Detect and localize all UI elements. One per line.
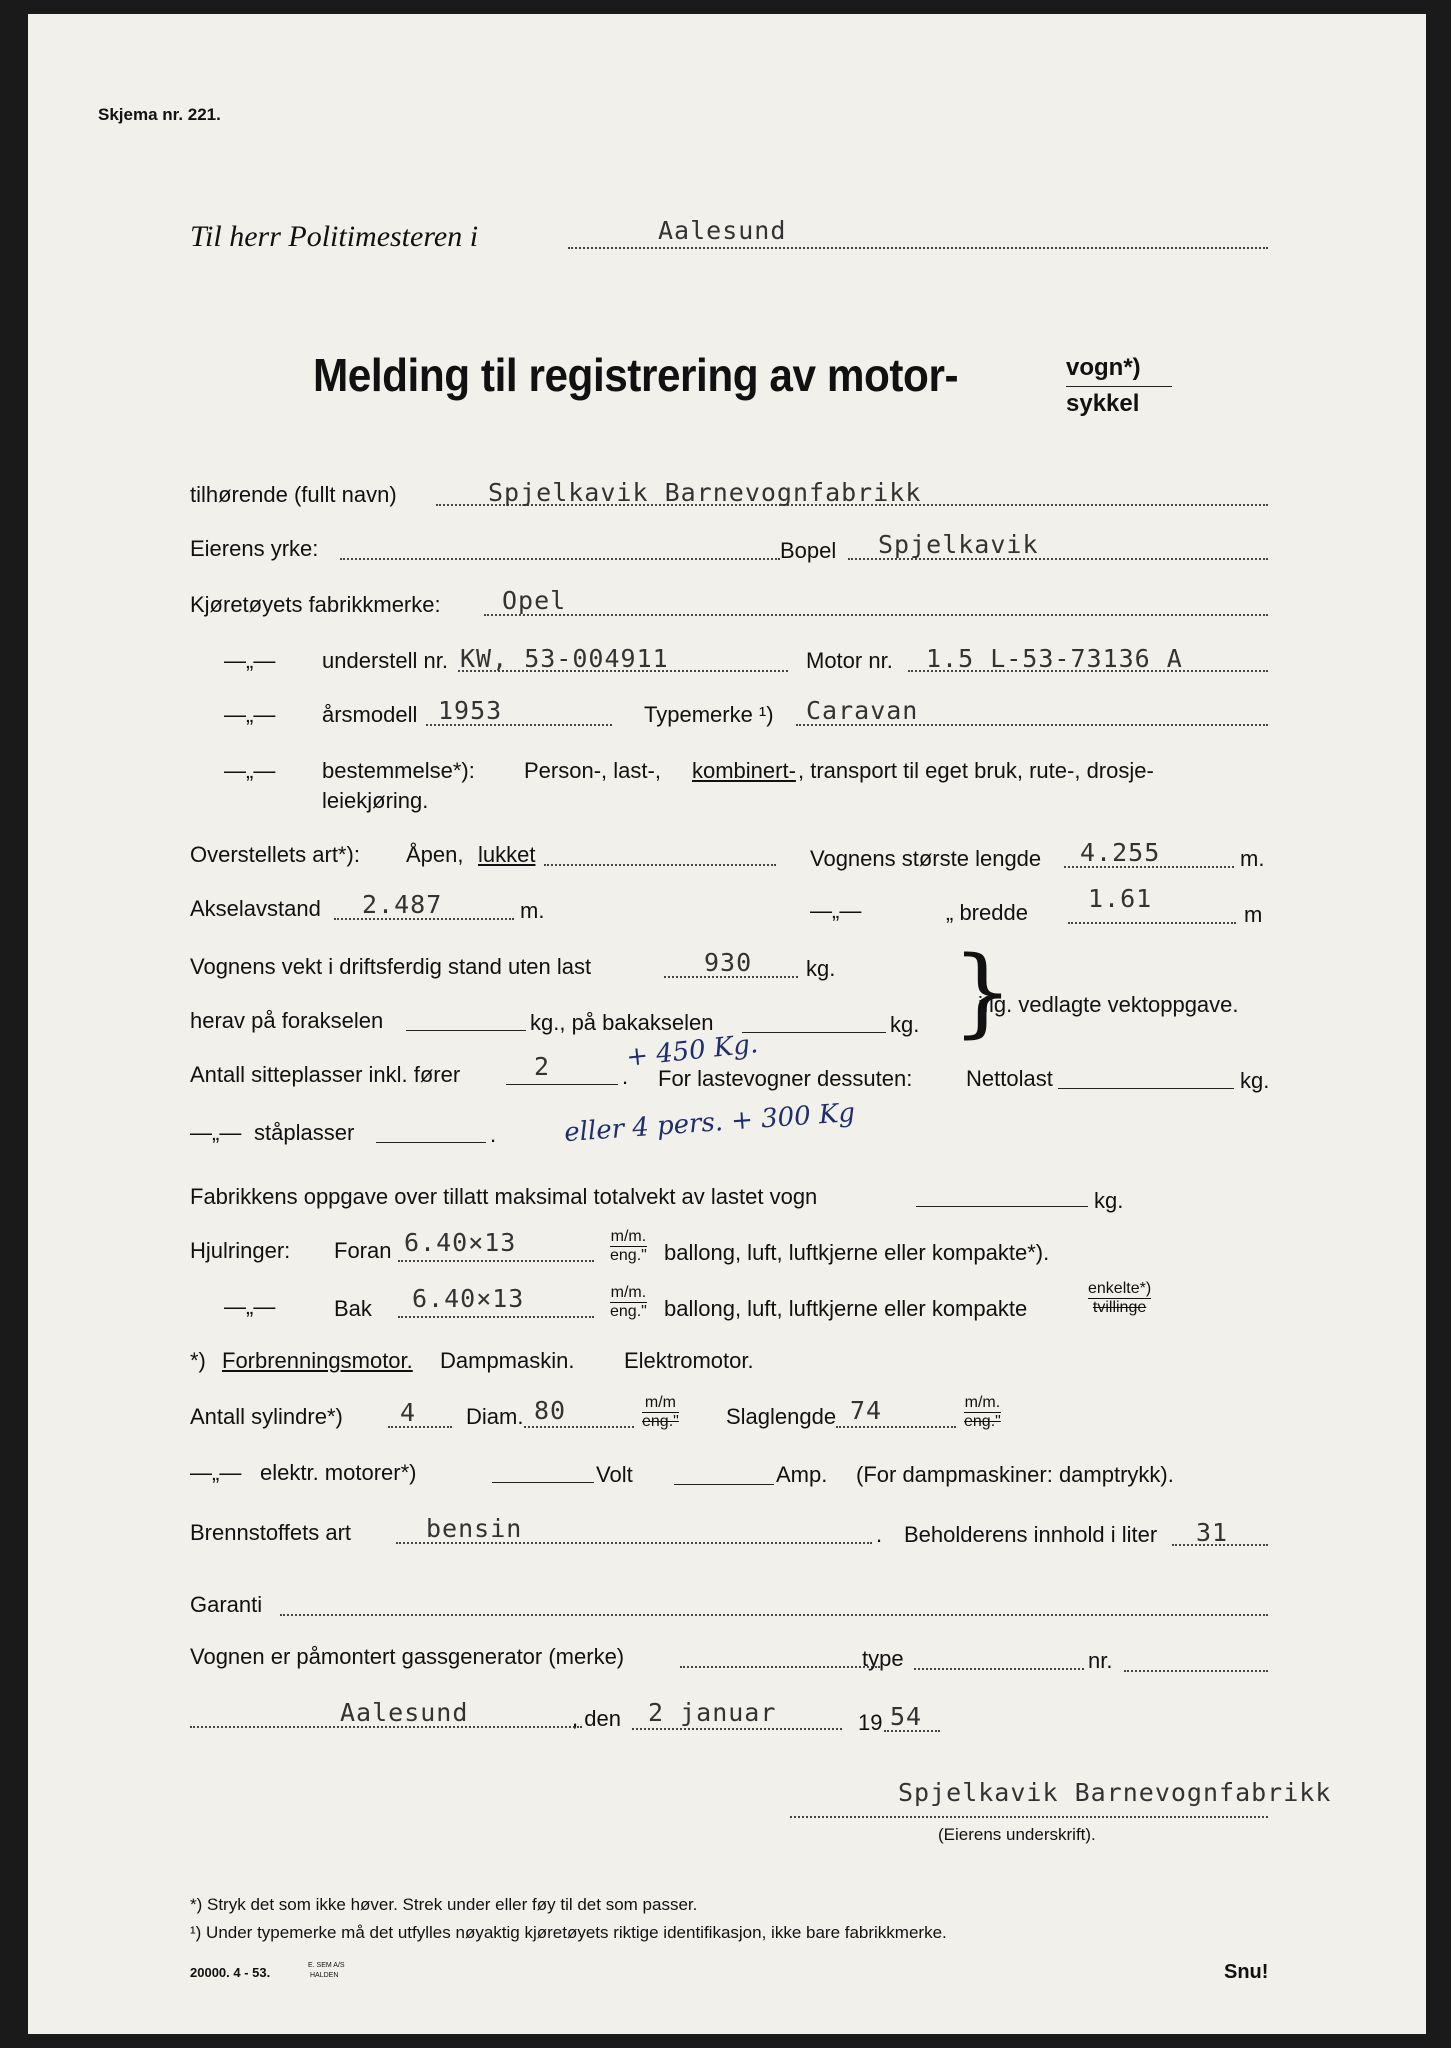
standing-label: ståplasser	[254, 1120, 355, 1145]
front-axle-unit: kg., på bakakselen	[530, 1010, 714, 1035]
wheelbase-unit: m.	[520, 898, 545, 923]
footnote-2: ¹) Under typemerke må det utfylles nøyaktig kjøretøyets riktige identifikasjon, ikke bare fabrikkmerke.	[190, 1923, 947, 1942]
residence-label: Bopel	[780, 538, 837, 563]
recipient-label: Til herr Politimesteren i	[190, 220, 479, 253]
printer-name: E. SEM A/S	[308, 1962, 345, 1969]
residence-value: Spjelkavik	[878, 530, 1039, 559]
fuel-label: Brennstoffets art	[190, 1520, 352, 1545]
gasgen-line	[680, 1666, 880, 1668]
tire-types-rear: ballong, luft, luftkjerne eller kompakte	[664, 1296, 1028, 1321]
electric-motors-line	[492, 1482, 594, 1483]
date-line	[632, 1728, 842, 1730]
year-suffix: 54	[890, 1702, 923, 1731]
tire-types: ballong, luft, luftkjerne eller kompakte*).	[664, 1240, 1050, 1265]
wheel-arrangement	[1088, 1280, 1151, 1316]
type-mark-value: Caravan	[806, 696, 919, 725]
purpose-before: Person-, last-,	[524, 758, 661, 783]
turn-over: Snu!	[1224, 1961, 1269, 1983]
purpose-label: bestemmelse*):	[322, 758, 475, 783]
unit-eng: eng."	[610, 1302, 647, 1320]
engine-no-label: Motor nr.	[806, 648, 893, 673]
gasgen-label: Vognen er påmontert gassgenerator (merke)	[190, 1644, 625, 1669]
purpose-line2: leiekjøring.	[322, 788, 429, 813]
length-unit: m.	[1240, 846, 1265, 871]
wheelbase-label: Akselavstand	[190, 896, 321, 921]
chassis-value: KW, 53-004911	[460, 644, 669, 673]
diameter-unit	[642, 1394, 679, 1430]
wheels-label: Hjulringer:	[190, 1238, 291, 1263]
diameter-value: 80	[534, 1396, 567, 1425]
owner-label: tilhørende (fullt navn)	[190, 482, 397, 507]
date-prefix: , den	[572, 1706, 621, 1731]
engine-steam: Dampmaskin.	[440, 1348, 575, 1373]
amp-label: Amp.	[776, 1462, 828, 1487]
ditto-mark: —„—	[224, 1294, 276, 1319]
rear-axle-line	[742, 1032, 886, 1033]
tank-value: 31	[1196, 1518, 1229, 1547]
unit-mm: m/m.	[610, 1284, 647, 1301]
seats-line	[506, 1084, 618, 1085]
occupation-label: Eierens yrke:	[190, 536, 319, 561]
fuel-value: bensin	[426, 1514, 523, 1543]
weight-unit: kg.	[806, 956, 836, 981]
rear-axle-unit: kg.	[890, 1012, 920, 1037]
body-label: Overstellets art*):	[190, 842, 360, 867]
tank-label: Beholderens innhold i liter	[904, 1522, 1158, 1547]
width-value: 1.61	[1088, 884, 1153, 913]
standing-handwritten: eller 4 pers. + 300 Kg	[563, 1097, 856, 1149]
front-wheels-unit	[610, 1228, 647, 1264]
width-line	[1068, 922, 1236, 924]
signature-label: (Eierens underskrift).	[938, 1825, 1096, 1844]
form-number: Skjema nr. 221.	[98, 105, 221, 124]
weight-value: 930	[704, 948, 753, 977]
make-label: Kjøretøyets fabrikkmerke:	[190, 592, 441, 617]
stroke-value: 74	[850, 1396, 883, 1425]
volt-line	[674, 1484, 774, 1485]
rear-wheels-unit	[610, 1284, 647, 1320]
date-value: 2 januar	[648, 1698, 777, 1727]
cylinders-line	[388, 1426, 452, 1428]
diameter-label: Diam.	[466, 1404, 524, 1429]
weight-label: Vognens vekt i driftsferdig stand uten last	[190, 954, 592, 979]
title-option-car: vogn*)	[1066, 354, 1141, 381]
electric-label: elektr. motorer*)	[260, 1460, 417, 1485]
unit-mm: m/m.	[610, 1228, 647, 1245]
print-info: 20000. 4 - 53.	[190, 1965, 271, 1980]
gasgen-nr-line	[1124, 1670, 1268, 1672]
seats-handwritten: + 450 Kg.	[624, 1029, 760, 1073]
fuel-period: .	[876, 1522, 883, 1547]
purpose-selected: kombinert-	[692, 758, 796, 783]
length-label: Vognens største lengde	[810, 846, 1042, 871]
make-value: Opel	[502, 586, 567, 615]
wheelbase-value: 2.487	[362, 890, 443, 919]
seats-value: 2	[534, 1052, 551, 1081]
front-wheels-line	[398, 1260, 594, 1262]
stroke-unit	[964, 1394, 1001, 1430]
form-page	[28, 14, 1426, 2034]
body-closed: lukket	[478, 842, 536, 867]
occupation-line	[340, 558, 780, 560]
type-mark-label: Typemerke ¹)	[644, 702, 774, 727]
weight-note: iflg. vedlagte vektoppgave.	[978, 992, 1239, 1017]
recipient-line	[568, 247, 1268, 249]
owner-signature: Spjelkavik Barnevognfabrikk	[898, 1778, 1332, 1807]
make-line	[484, 614, 1268, 616]
engine-combustion: Forbrenningsmotor.	[222, 1348, 413, 1373]
engine-no-value: 1.5 L-53-73136 A	[926, 644, 1183, 673]
stroke-unit-eng: eng."	[964, 1412, 1001, 1430]
purpose-after: , transport til eget bruk, rute-, drosje-	[798, 758, 1154, 783]
wheel-single: enkelte*)	[1088, 1280, 1152, 1297]
standing-period: .	[490, 1122, 497, 1147]
width-label: „ bredde	[946, 900, 1028, 925]
max-weight-unit: kg.	[1094, 1188, 1124, 1213]
standing-line	[376, 1142, 486, 1143]
stroke-line	[836, 1426, 956, 1428]
warranty-label: Garanti	[190, 1592, 263, 1617]
wheel-double: tvillinge	[1092, 1298, 1147, 1316]
year-prefix: 19	[858, 1710, 883, 1735]
gasgen-nr-label: nr.	[1088, 1648, 1113, 1673]
diameter-unit-eng: eng."	[642, 1412, 679, 1430]
net-load-label: Nettolast	[966, 1066, 1053, 1091]
net-load-line	[1058, 1088, 1234, 1089]
ditto-mark: —„—	[224, 648, 276, 673]
warranty-line	[280, 1614, 1268, 1616]
engine-electric: Elektromotor.	[624, 1348, 754, 1373]
truck-note: For lastevogner dessuten:	[658, 1066, 913, 1091]
rear-wheels-line	[398, 1316, 594, 1318]
weight-brace: }	[952, 936, 1014, 1048]
seats-label: Antall sitteplasser inkl. fører	[190, 1062, 461, 1087]
signature-line	[790, 1816, 1268, 1818]
width-unit: m	[1244, 902, 1263, 927]
front-axle-label: herav på forakselen	[190, 1008, 384, 1033]
unit-eng: eng."	[610, 1246, 647, 1264]
front-wheels-value: 6.40×13	[404, 1228, 517, 1257]
gasgen-type-label: type	[862, 1646, 904, 1671]
length-value: 4.255	[1080, 838, 1161, 867]
cylinders-value: 4	[400, 1398, 417, 1427]
seats-period: .	[622, 1064, 629, 1089]
model-year-value: 1953	[438, 696, 503, 725]
rear-wheels-label: Bak	[334, 1296, 372, 1321]
max-weight-label: Fabrikkens oppgave over tillatt maksimal totalvekt av lastet vogn	[190, 1184, 818, 1209]
steam-note: (For dampmaskiner: damptrykk).	[856, 1462, 1174, 1487]
footnote-1: *) Stryk det som ikke høver. Strek under eller føy til det som passer.	[190, 1895, 698, 1914]
ditto-mark: —„—	[224, 702, 276, 727]
model-year-label: årsmodell	[322, 702, 418, 727]
title-option-cycle: sykkel	[1066, 390, 1140, 417]
stroke-unit-mm: m/m.	[964, 1394, 1001, 1411]
rear-wheels-value: 6.40×13	[412, 1284, 525, 1313]
net-load-unit: kg.	[1240, 1068, 1270, 1093]
stroke-label: Slaglengde	[726, 1404, 837, 1429]
ditto-mark: —„—	[190, 1460, 242, 1485]
diameter-unit-mm: m/m	[642, 1394, 679, 1413]
body-open: Åpen,	[406, 842, 464, 867]
front-axle-line	[406, 1030, 526, 1031]
form-title: Melding til registrering av motor-	[313, 349, 959, 401]
title-fraction-line	[1066, 386, 1172, 387]
ditto-mark: —„—	[224, 758, 276, 783]
max-weight-line	[916, 1206, 1088, 1207]
ditto-mark: —„—	[190, 1120, 242, 1145]
printer-city: HALDEN	[310, 1972, 339, 1979]
volt-label: Volt	[596, 1462, 633, 1487]
cylinders-label: Antall sylindre*)	[190, 1404, 343, 1429]
owner-value: Spjelkavik Barnevognfabrikk	[488, 478, 922, 507]
front-wheels-label: Foran	[334, 1238, 392, 1263]
gasgen-type-line	[914, 1668, 1084, 1670]
engine-types-marker: *)	[190, 1348, 206, 1373]
body-line	[544, 864, 776, 866]
ditto-mark: —„—	[810, 898, 862, 923]
chassis-label: understell nr.	[322, 648, 448, 673]
recipient-city: Aalesund	[658, 216, 787, 245]
diameter-line	[524, 1426, 634, 1428]
place-value: Aalesund	[340, 1698, 469, 1727]
